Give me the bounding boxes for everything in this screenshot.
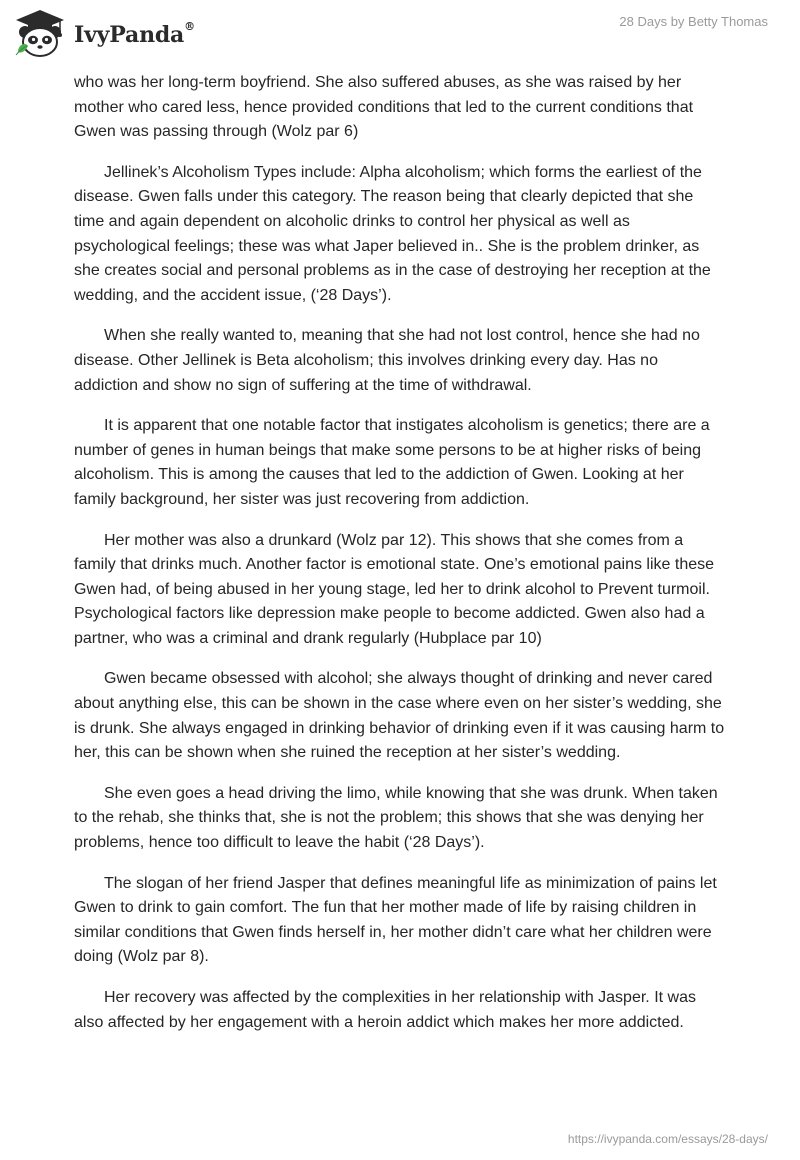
essay-body bbox=[74, 71, 726, 1051]
registered-mark: ® bbox=[184, 19, 195, 33]
paragraph: Her recovery was affected by the complexities in her relationship with Jasper. It was also affected by her engagement with a heroin addict which makes her more addicted. bbox=[74, 989, 696, 1031]
document-title: 28 Days by Betty Thomas bbox=[619, 14, 768, 29]
paragraph: The slogan of her friend Jasper that defines meaningful life as minimization of pains let Gwen to drink to gain comfort. The fun that her mother made of life by raising children in similar conditions that Gwen finds herself in, her mother didn’t care what her children were doing (Wolz par 8). bbox=[74, 874, 717, 966]
panda-graduation-cap-icon bbox=[14, 8, 66, 58]
brand-logo[interactable] bbox=[14, 8, 195, 58]
paragraph: Her mother was also a drunkard (Wolz par 12). This shows that she comes from a family that drinks much. Another factor is emotional state. One’s emotional pains like these Gwen had, of being abused in her young stage, led her to drink alcohol to Prevent turmoil. Psychological factors like depression make people to become addicted. Gwen also had a partner, who was a criminal and drank regularly (Hubplace par 10) bbox=[74, 531, 715, 647]
paragraph: When she really wanted to, meaning that she had not lost control, hence she had no disease. Other Jellinek is Beta alcoholism; this involves drinking every day. Has no addiction and show no sign of suffering at the time of withdrawal. bbox=[74, 327, 700, 394]
paragraph: She even goes a head driving the limo, while knowing that she was drunk. When taken to the rehab, she thinks that, she is not the problem; this shows that she was denying her problems, hence too difficult to leave the habit (‘28 Days’). bbox=[74, 784, 718, 852]
page-header bbox=[0, 0, 800, 66]
paragraph: Jellinek’s Alcoholism Types include: Alpha alcoholism; which forms the earliest of the disease. Gwen falls under this category. The reason being that clearly depicted that she time and again dependent on alcoholic drinks to control her physical as well as psychological feelings; these was what Japer believed in.. She is the problem drinker, as she creates social and personal problems as in the case of destroying her reception at the wedding, and the accident issue, (‘28 Days’). bbox=[74, 163, 711, 304]
brand-name: IvyPanda® bbox=[74, 19, 195, 48]
paragraph: Gwen became obsessed with alcohol; she always thought of drinking and never cared about anything else, this can be shown in the case where even on her sister’s wedding, she is drunk. She always engaged in drinking behavior of drinking even if it was causing harm to her, this can be shown when she ruined the reception at her sister’s wedding. bbox=[74, 670, 725, 762]
source-url-link[interactable]: https://ivypanda.com/essays/28-days/ bbox=[567, 1132, 768, 1146]
paragraph: It is apparent that one notable factor that instigates alcoholism is genetics; there are a number of genes in human beings that make some persons to be at higher risks of being alcoholism. This is among the causes that led to the addiction of Gwen. Looking at her family background, her sister was just recovering from addiction. bbox=[74, 417, 710, 508]
paragraph: who was her long-term boyfriend. She also suffered abuses, as she was raised by her mother who cared less, hence provided conditions that led to the current conditions that Gwen was passing through (Wolz par 6) bbox=[74, 74, 694, 141]
